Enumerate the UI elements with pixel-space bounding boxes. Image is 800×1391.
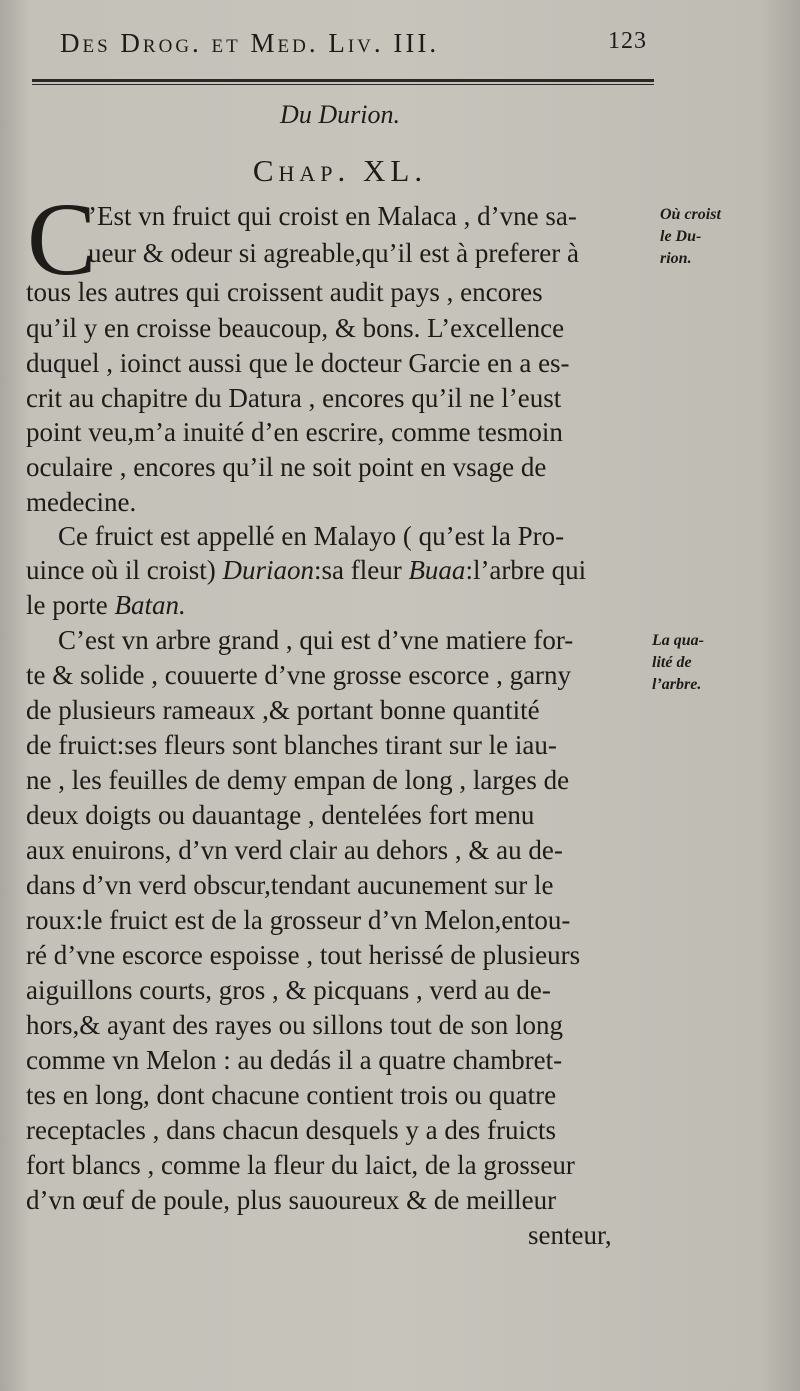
text-line: aux enuirons, d’vn verd clair au dehors , & au de- <box>26 835 563 865</box>
tree-name: Batan. <box>114 590 186 620</box>
text-line: aiguillons courts, gros , & picquans , verd au de- <box>26 975 551 1005</box>
text-line <box>26 589 186 621</box>
text-line: te & solide , couuerte d’vne grosse escorce , garny <box>26 660 572 690</box>
drop-cap: C <box>27 182 97 297</box>
margin-note-line: lité de <box>652 654 692 671</box>
text-line: deux doigts ou dauantage , dentelées fort menu <box>26 800 535 830</box>
running-title: Des Drog. et Med. Liv. III. <box>60 28 440 58</box>
fruit-name: Duriaon <box>222 555 314 585</box>
text-run: le porte <box>26 590 115 620</box>
text-line: tous les autres qui croissent audit pays , encores <box>26 277 543 307</box>
text-run: :l’arbre qui <box>465 555 587 585</box>
text-run: uince où il croist) <box>26 555 223 585</box>
text-line: hors,& ayant des rayes ou sillons tout de son long <box>26 1010 563 1040</box>
text-line: Ce fruict est appellé en Malayo ( qu’est la Pro- <box>58 521 565 551</box>
text-line: qu’il y en croisse beaucoup, & bons. L’excellence <box>26 313 565 343</box>
page-number: 123 <box>608 28 647 54</box>
catchword: senteur, <box>528 1220 612 1250</box>
text-line: ’Est vn fruict qui croist en Malaca , d’vne sa- <box>88 201 577 231</box>
chapter-title: Chap. XL. <box>252 153 428 188</box>
text-line: receptacles , dans chacun desquels y a des fruicts <box>26 1115 557 1145</box>
margin-note-line: Où croist <box>660 206 721 223</box>
text-line: comme vn Melon : au dedás il a quatre chambret- <box>26 1045 563 1075</box>
text-line: roux:le fruict est de la grosseur d’vn Melon,entou- <box>26 905 571 935</box>
text-line: ré d’vne escorce espoisse , tout herissé de plusieurs <box>26 940 581 970</box>
section-title: Du Durion. <box>280 100 400 129</box>
margin-note-line: l’arbre. <box>652 676 702 693</box>
flower-name: Buaa <box>408 555 466 585</box>
text-line: duquel , ioinct aussi que le docteur Garcie en a es- <box>26 348 570 378</box>
text-run: :sa fleur <box>313 555 409 585</box>
text-line: point veu,m’a inuité d’en escrire, comme tesmoin <box>26 417 563 447</box>
margin-note <box>660 204 721 270</box>
text-line <box>26 554 586 586</box>
text-line: ueur & odeur si agreable,qu’il est à preferer à <box>88 238 580 268</box>
text-line: de plusieurs rameaux ,& portant bonne quantité <box>26 695 540 725</box>
margin-note-line: le Du- <box>660 228 702 245</box>
text-line: fort blancs , comme la fleur du laict, de la grosseur <box>26 1150 575 1180</box>
text-line: dans d’vn verd obscur,tendant aucunement sur le <box>26 870 554 900</box>
text-line: ne , les feuilles de demy empan de long , larges de <box>26 765 570 795</box>
text-line: medecine. <box>26 487 137 517</box>
text-line: oculaire , encores qu’il ne soit point en vsage de <box>26 452 547 482</box>
text-line: d’vn œuf de poule, plus sauoureux & de meilleur <box>26 1185 557 1215</box>
header-rule <box>32 79 654 85</box>
margin-note-line: La qua- <box>652 632 704 649</box>
text-line: tes en long, dont chacune contient trois ou quatre <box>26 1080 557 1110</box>
margin-note-line: rion. <box>660 250 692 267</box>
margin-note <box>652 630 704 696</box>
text-line: crit au chapitre du Datura , encores qu’il ne l’eust <box>26 383 562 413</box>
text-line: C’est vn arbre grand , qui est d’vne matiere for- <box>58 625 574 655</box>
text-line: de fruict:ses fleurs sont blanches tirant sur le iau- <box>26 730 557 760</box>
running-head <box>60 28 660 59</box>
